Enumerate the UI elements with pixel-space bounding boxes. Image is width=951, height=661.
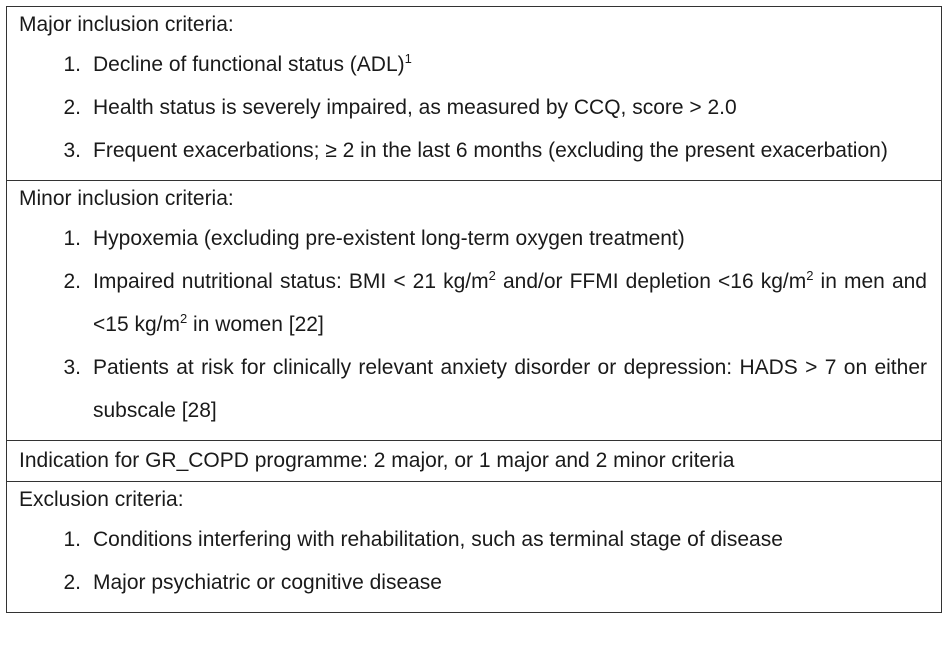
item-number: 1. [63, 528, 81, 551]
item-text [93, 260, 929, 346]
list-item [19, 43, 929, 86]
exclusion-criteria-list [19, 518, 929, 604]
item-number: 3. [63, 139, 81, 162]
minor-criteria-list [19, 217, 929, 432]
item-number: 1. [63, 53, 81, 76]
list-item [19, 129, 929, 172]
list-item [19, 260, 929, 346]
item-number: 3. [63, 356, 81, 379]
item-text: Frequent exacerbations; ≥ 2 in the last 6 months (excluding the present exacerbation) [93, 139, 888, 162]
criteria-table [6, 6, 942, 613]
exclusion-section [7, 482, 941, 612]
superscript: 2 [806, 268, 814, 283]
item-text: Major psychiatric or cognitive disease [93, 571, 442, 594]
text-fragment: in men and <15 kg/m [93, 270, 927, 336]
list-item [19, 346, 929, 432]
list-item [19, 86, 929, 129]
item-number: 2. [63, 571, 81, 594]
list-item [19, 561, 929, 604]
list-item [19, 217, 929, 260]
item-number: 2. [63, 270, 81, 293]
major-criteria-list [19, 43, 929, 172]
item-text: Health status is severely impaired, as measured by CCQ, score > 2.0 [93, 96, 737, 119]
superscript: 2 [488, 268, 496, 283]
indication-row: Indication for GR_COPD programme: 2 major, or 1 major and 2 minor criteria [7, 441, 941, 482]
item-number: 2. [63, 96, 81, 119]
footnote-marker: 1 [404, 51, 412, 66]
item-text: Hypoxemia (excluding pre-existent long-term oxygen treatment) [93, 227, 685, 250]
text-fragment: and/or FFMI depletion <16 kg/m [495, 270, 807, 293]
superscript: 2 [179, 311, 188, 326]
text-fragment: in women [22] [187, 313, 324, 336]
section-title: Minor inclusion criteria: [19, 187, 234, 210]
item-text: Patients at risk for clinically relevant anxiety disorder or depression: HADS > 7 on either subscale [28] [93, 356, 927, 422]
item-text [93, 43, 929, 86]
item-number: 1. [63, 227, 81, 250]
section-title: Major inclusion criteria: [19, 13, 234, 36]
item-text-main: Decline of functional status (ADL) [93, 53, 405, 76]
list-item [19, 518, 929, 561]
minor-inclusion-section [7, 181, 941, 441]
section-title: Exclusion criteria: [19, 488, 184, 511]
major-inclusion-section [7, 7, 941, 181]
item-text: Conditions interfering with rehabilitation, such as terminal stage of disease [93, 528, 783, 551]
text-fragment: Impaired nutritional status: BMI < 21 kg/m [93, 270, 489, 293]
